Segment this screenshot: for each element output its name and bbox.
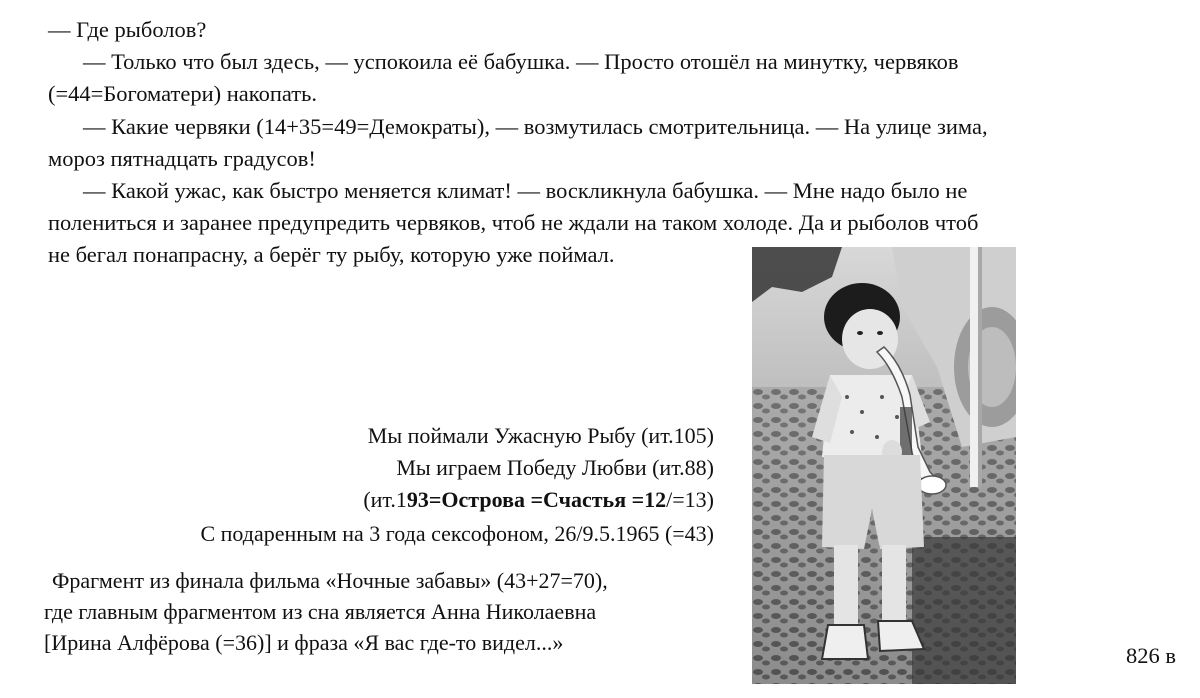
note-line: где главным фрагментом из сна является Анна Николаевна (44, 599, 597, 624)
caption-line: Мы поймали Ужасную Рыбу (ит.105) (367, 423, 714, 448)
dialogue-line: — Только что был здесь, — успокоила её бабушка. — Просто отошёл на минутку, червяков (83, 49, 959, 74)
photo-child-with-saxophone (752, 247, 1016, 684)
caption-line: С подаренным на 3 года сексофоном, 26/9.5.1965 (=43) (200, 521, 714, 546)
caption-bold: 93=Острова =Счастья =12 (406, 487, 667, 512)
dialogue-line: — Какой ужас, как быстро меняется климат! — воскликнула бабушка. — Мне надо было не (83, 178, 968, 203)
dialogue-line: — Где рыболов? (48, 17, 207, 42)
caption-line-bold (363, 484, 714, 516)
page-number: 826 в (1126, 643, 1176, 668)
dialogue-line: не бегал понапрасну, а берёг ту рыбу, которую уже поймал. (48, 242, 615, 267)
dialogue-line: мороз пятнадцать градусов! (48, 146, 316, 171)
photo-drawing (752, 247, 1016, 684)
dialogue-line: (=44=Богоматери) накопать. (48, 81, 317, 106)
dialogue-line: — Какие червяки (14+35=49=Демократы), — возмутилась смотрительница. — На улице зима, (83, 114, 988, 139)
caption-prefix: (ит.1 (363, 487, 407, 512)
note-line: [Ирина Алфёрова (=36)] и фраза «Я вас где-то видел...» (44, 630, 564, 655)
caption-suffix: /=13) (666, 487, 714, 512)
dialogue-line: полениться и заранее предупредить червяков, чтоб не ждали на таком холоде. Да и рыболов чтоб (48, 210, 979, 235)
note-line: Фрагмент из финала фильма «Ночные забавы» (43+27=70), (52, 568, 608, 593)
caption-line: Мы играем Победу Любви (ит.88) (396, 455, 714, 480)
